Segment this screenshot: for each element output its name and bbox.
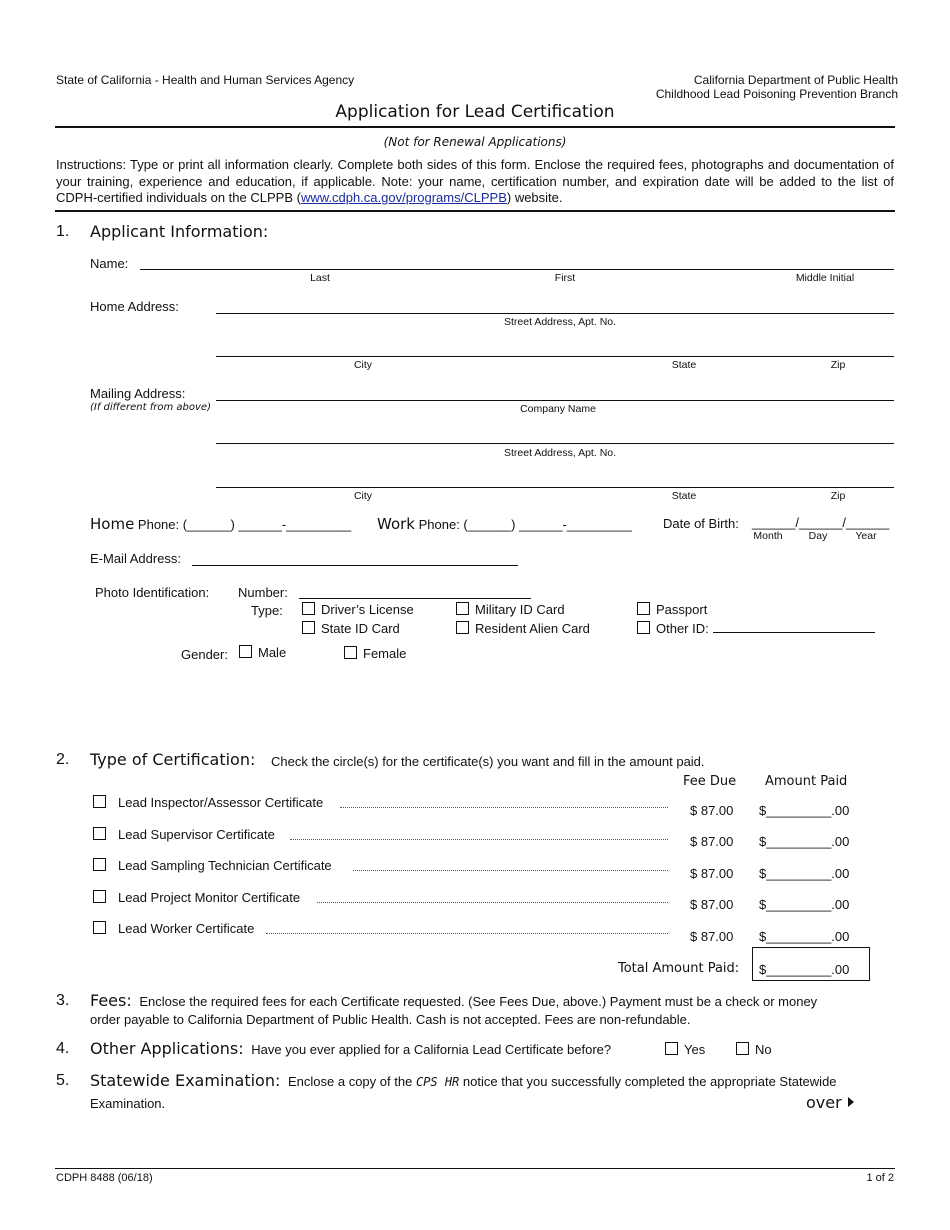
home-street-caption: Street Address, Apt. No. <box>503 316 617 328</box>
gender-label: Gender: <box>181 647 228 662</box>
section1-number: 1. <box>56 223 70 240</box>
mailing-street-field[interactable] <box>216 443 894 444</box>
department-line-1: California Department of Public Health <box>693 73 898 87</box>
agency-name: State of California - Health and Human Services Agency <box>56 73 355 87</box>
mailing-address-note: (If different from above) <box>90 402 211 413</box>
other-id-checkbox[interactable] <box>637 621 650 634</box>
photo-id-number-field[interactable] <box>299 598 531 599</box>
over-label: over <box>806 1093 842 1112</box>
no-label: No <box>755 1042 772 1057</box>
section3-text-2: order payable to California Department of Public Health. Cash is not accepted. Fees are non-refundable. <box>90 1012 691 1027</box>
passport-checkbox[interactable] <box>637 602 650 615</box>
work-phone-label: Work <box>377 515 415 533</box>
cert-monitor-label: Lead Project Monitor Certificate <box>118 890 301 905</box>
no-checkbox[interactable] <box>736 1042 749 1055</box>
last-name-caption: Last <box>310 272 330 284</box>
female-checkbox[interactable] <box>344 646 357 659</box>
form-subtitle: (Not for Renewal Applications) <box>383 135 567 149</box>
over-indicator <box>806 1093 854 1112</box>
cert-sampling-fee: $ 87.00 <box>690 866 734 881</box>
section4-line <box>90 1039 611 1058</box>
id-type-state-id[interactable] <box>302 621 400 636</box>
cert-inspector-fee: $ 87.00 <box>690 803 734 818</box>
cert-monitor-leader <box>317 902 668 903</box>
section5-title: Statewide Examination: <box>90 1071 281 1090</box>
section2-number: 2. <box>56 751 70 768</box>
cert-monitor-row[interactable] <box>93 890 300 905</box>
middle-initial-caption: Middle Initial <box>795 272 855 284</box>
cert-worker-row[interactable] <box>93 921 254 936</box>
female-label: Female <box>363 646 407 661</box>
cert-supervisor-fee: $ 87.00 <box>690 834 734 849</box>
mailing-state-caption: State <box>671 490 697 502</box>
cert-worker-label: Lead Worker Certificate <box>118 921 255 936</box>
instructions <box>56 157 894 207</box>
section3-text-1: Enclose the required fees for each Certificate requested. (See Fees Due, above.) Payment must be a check or money <box>139 994 818 1009</box>
prior-application-no[interactable] <box>736 1042 772 1057</box>
home-phone-blanks: Phone: (______) ______-_________ <box>137 517 352 532</box>
photo-id-type-label: Type: <box>251 603 283 618</box>
yes-checkbox[interactable] <box>665 1042 678 1055</box>
home-phone-label: Home <box>90 515 135 533</box>
id-type-military[interactable] <box>456 602 565 617</box>
section4-question: Have you ever applied for a California Lead Certificate before? <box>251 1042 612 1057</box>
cert-worker-fee: $ 87.00 <box>690 929 734 944</box>
work-phone-field[interactable] <box>377 515 632 533</box>
cert-monitor-checkbox[interactable] <box>93 890 106 903</box>
footer-rule <box>55 1168 895 1169</box>
section4-title: Other Applications: <box>90 1039 244 1058</box>
section5-text-2: Examination. <box>90 1096 166 1111</box>
total-amount-label: Total Amount Paid: <box>618 961 740 976</box>
cert-sampling-paid[interactable]: $_________.00 <box>759 866 850 881</box>
resident-alien-label: Resident Alien Card <box>475 621 590 636</box>
dob-label: Date of Birth: <box>663 516 739 531</box>
section4-number: 4. <box>56 1040 70 1057</box>
page-number: 1 of 2 <box>866 1172 894 1184</box>
state-id-checkbox[interactable] <box>302 621 315 634</box>
section3-line1 <box>90 991 817 1010</box>
form-title: Application for Lead Certification <box>335 102 615 122</box>
department-name <box>656 73 898 101</box>
military-id-label: Military ID Card <box>475 602 565 617</box>
cert-sampling-row[interactable] <box>93 858 332 873</box>
section3-number: 3. <box>56 992 70 1009</box>
cert-inspector-leader <box>340 807 668 808</box>
cert-worker-paid[interactable]: $_________.00 <box>759 929 850 944</box>
fee-due-header: Fee Due <box>683 774 737 789</box>
section5-text-after: notice that you successfully completed the appropriate Statewide <box>462 1074 837 1089</box>
cert-supervisor-checkbox[interactable] <box>93 827 106 840</box>
cert-inspector-label: Lead Inspector/Assessor Certificate <box>118 795 324 810</box>
home-zip-caption: Zip <box>830 359 846 371</box>
male-label: Male <box>258 645 287 660</box>
mailing-street-caption: Street Address, Apt. No. <box>503 447 617 459</box>
cert-supervisor-label: Lead Supervisor Certificate <box>118 827 275 842</box>
section5-number: 5. <box>56 1072 70 1089</box>
cert-sampling-leader <box>353 870 668 871</box>
home-phone-field[interactable] <box>90 515 351 533</box>
passport-label: Passport <box>656 602 708 617</box>
dob-year-caption: Year <box>855 530 877 542</box>
cert-inspector-checkbox[interactable] <box>93 795 106 808</box>
cert-monitor-fee: $ 87.00 <box>690 897 734 912</box>
section3-title: Fees: <box>90 991 132 1010</box>
amount-paid-header: Amount Paid <box>765 774 848 789</box>
arrow-right-icon <box>848 1097 854 1107</box>
dob-month-caption: Month <box>753 530 783 542</box>
email-field[interactable] <box>192 565 518 566</box>
form-id: CDPH 8488 (06/18) <box>56 1172 153 1184</box>
mailing-city-state-zip-field[interactable] <box>216 487 894 488</box>
first-name-caption: First <box>554 272 576 284</box>
mailing-city-caption: City <box>353 490 373 502</box>
cert-monitor-paid[interactable]: $_________.00 <box>759 897 850 912</box>
company-name-field[interactable] <box>216 400 894 401</box>
home-state-caption: State <box>671 359 697 371</box>
clppb-website-link[interactable]: www.cdph.ca.gov/programs/CLPPB <box>300 190 507 205</box>
cert-sampling-label: Lead Sampling Technician Certificate <box>118 858 332 873</box>
drivers-license-label: Driver’s License <box>321 602 414 617</box>
cert-supervisor-row[interactable] <box>93 827 275 842</box>
section5-line1 <box>90 1071 837 1090</box>
name-field[interactable] <box>140 269 894 270</box>
instructions-tail: ) website. <box>506 190 563 205</box>
military-id-checkbox[interactable] <box>456 602 469 615</box>
gender-male[interactable] <box>239 645 286 660</box>
gender-female[interactable] <box>344 646 406 661</box>
cert-inspector-row[interactable] <box>93 795 325 810</box>
cert-sampling-checkbox[interactable] <box>93 858 106 871</box>
cert-inspector-paid[interactable]: $_________.00 <box>759 803 850 818</box>
home-address-label: Home Address: <box>90 299 179 314</box>
id-type-other[interactable] <box>637 621 875 636</box>
cert-worker-checkbox[interactable] <box>93 921 106 934</box>
yes-label: Yes <box>684 1042 706 1057</box>
section5-text-before: Enclose a copy of the <box>288 1074 413 1089</box>
instructions-rule <box>55 210 895 212</box>
section5-cps-hr: CPS HR <box>415 1075 460 1089</box>
instructions-text: Instructions: Type or print all information clearly. Complete both sides of this form. Enclose the required fees, photographs and documentation of your training, experience and education, if applicable. Note: your name, certification number, and expiration date will be added to the list of CDPH-certified individuals on the CLPPB ( <box>56 157 894 205</box>
name-label: Name: <box>90 256 129 271</box>
total-amount-value: $_________.00 <box>759 962 850 977</box>
other-id-field[interactable] <box>713 632 875 633</box>
home-street-field[interactable] <box>216 313 894 314</box>
mailing-address-label: Mailing Address: <box>90 386 186 401</box>
resident-alien-checkbox[interactable] <box>456 621 469 634</box>
home-city-caption: City <box>353 359 373 371</box>
dob-day-caption: Day <box>808 530 828 542</box>
section2-title: Type of Certification: <box>90 750 256 769</box>
email-label: E-Mail Address: <box>90 551 182 566</box>
total-amount-box[interactable] <box>752 947 870 981</box>
state-id-label: State ID Card <box>321 621 400 636</box>
cert-worker-leader <box>266 933 668 934</box>
prior-application-yes[interactable] <box>665 1042 705 1057</box>
work-phone-blanks: Phone: (______) ______-_________ <box>418 517 632 532</box>
home-city-state-zip-field[interactable] <box>216 356 894 357</box>
other-id-label: Other ID: <box>656 621 709 636</box>
photo-id-number-label: Number: <box>238 585 288 600</box>
company-name-caption: Company Name <box>520 403 596 415</box>
cert-supervisor-leader <box>290 839 668 840</box>
id-type-resident-alien[interactable] <box>456 621 590 636</box>
dob-field[interactable]: ______/______/______ <box>752 515 890 530</box>
photo-id-label: Photo Identification: <box>95 585 210 600</box>
mailing-zip-caption: Zip <box>830 490 846 502</box>
cert-supervisor-paid[interactable]: $_________.00 <box>759 834 850 849</box>
department-line-2: Childhood Lead Poisoning Prevention Branch <box>655 87 898 101</box>
title-rule <box>55 126 895 128</box>
id-type-drivers-license[interactable] <box>302 602 414 617</box>
male-checkbox[interactable] <box>239 645 252 658</box>
drivers-license-checkbox[interactable] <box>302 602 315 615</box>
section2-instruction: Check the circle(s) for the certificate(s) you want and fill in the amount paid. <box>271 754 705 769</box>
section1-title: Applicant Information: <box>90 222 269 241</box>
id-type-passport[interactable] <box>637 602 707 617</box>
